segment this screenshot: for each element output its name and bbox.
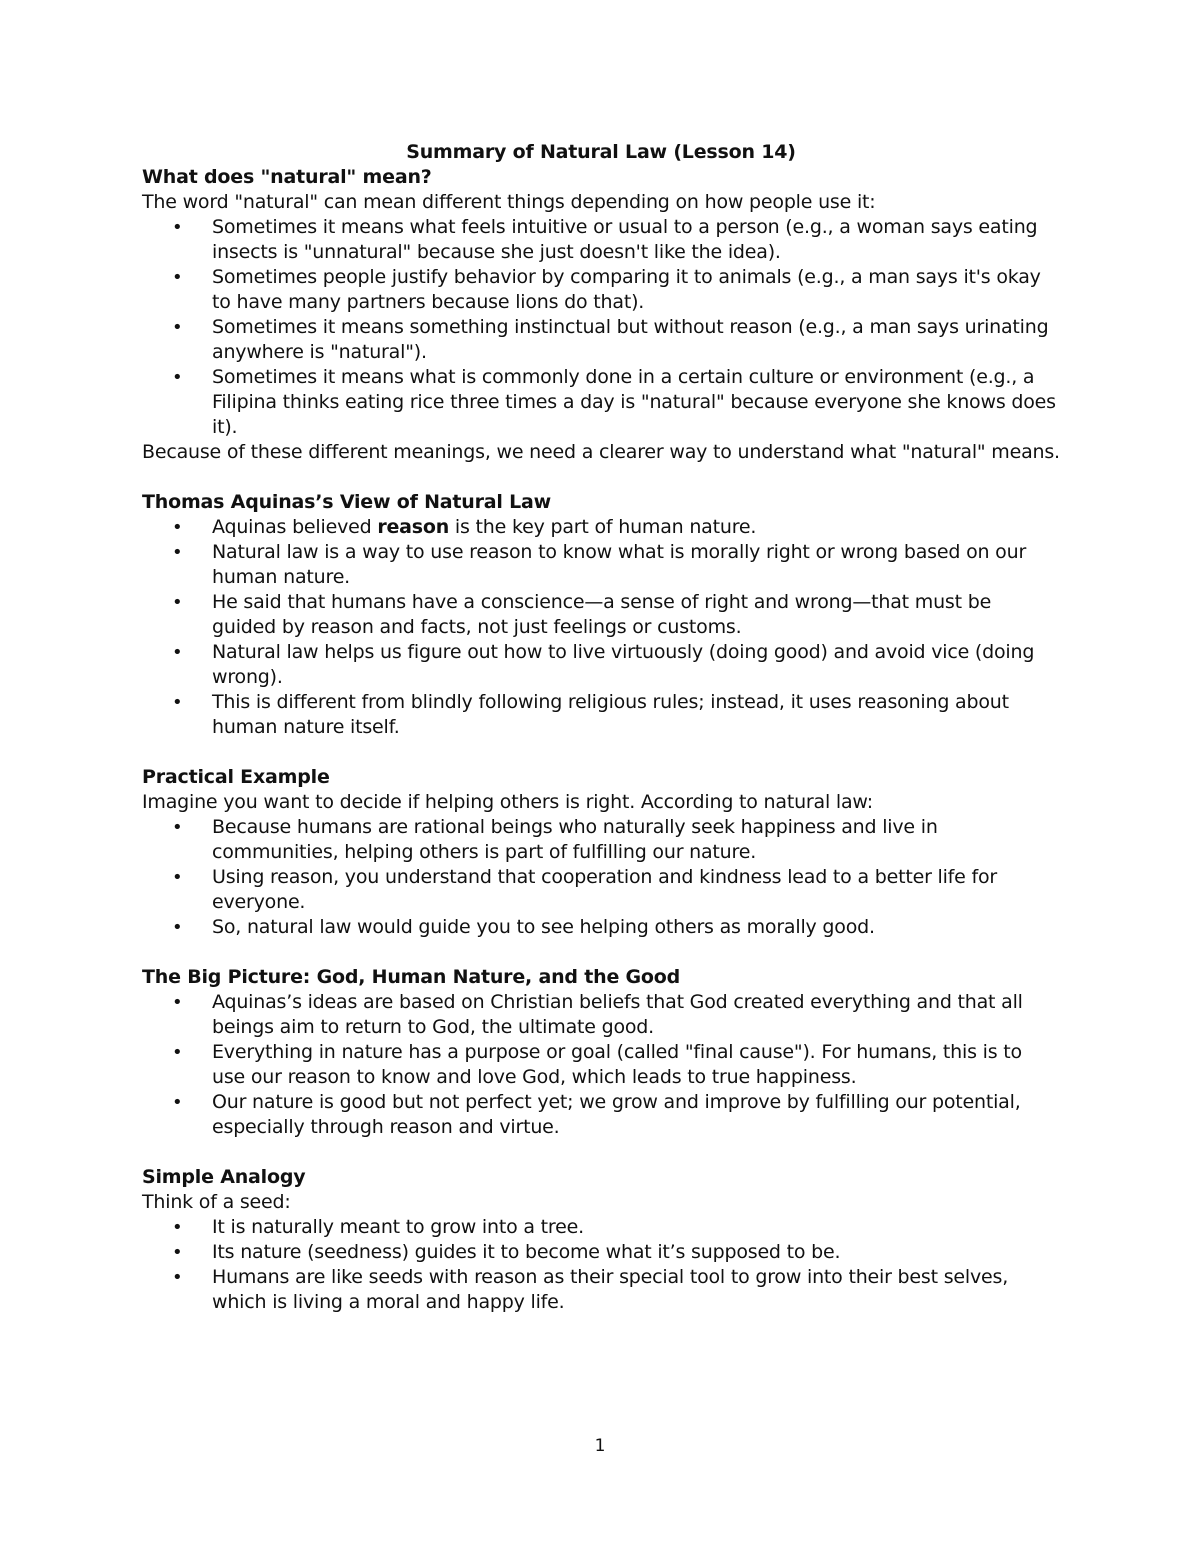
bullet-icon: • xyxy=(172,992,183,1013)
list-item xyxy=(142,540,1060,590)
page-number: 1 xyxy=(594,1436,606,1456)
list-item-text-after: is the key part of human nature. xyxy=(449,516,757,538)
list-item-text: Sometimes it means what is commonly done in a certain culture or environment (e.g., a Filipina thinks eating rice three times a day is "natural" because everyone she knows does it). xyxy=(212,366,1056,438)
list-item-text: Aquinas’s ideas are based on Christian beliefs that God created everything and that all beings aim to return to God, the ultimate good. xyxy=(212,991,1023,1038)
list-item-text: Sometimes people justify behavior by comparing it to animals (e.g., a man says it's okay to have many partners because lions do that). xyxy=(212,266,1041,313)
list-item-text: Sometimes it means something instinctual but without reason (e.g., a man says urinating anywhere is "natural"). xyxy=(212,316,1049,363)
list-item xyxy=(142,815,1060,865)
bullet-list xyxy=(142,990,1060,1140)
bullet-icon: • xyxy=(172,867,183,888)
bullet-icon: • xyxy=(172,1217,183,1238)
list-item xyxy=(142,265,1060,315)
bullet-icon: • xyxy=(172,1242,183,1263)
list-item-text: Its nature (seedness) guides it to become what it’s supposed to be. xyxy=(212,1241,841,1263)
list-item xyxy=(142,990,1060,1040)
list-item-text: Sometimes it means what feels intuitive or usual to a person (e.g., a woman says eating insects is "unnatural" because she just doesn't like the idea). xyxy=(212,216,1038,263)
section-heading: The Big Picture: God, Human Nature, and the Good xyxy=(142,966,681,988)
list-item-text: Using reason, you understand that cooperation and kindness lead to a better life for everyone. xyxy=(212,866,998,913)
section-intro: The word "natural" can mean different things depending on how people use it: xyxy=(142,191,876,213)
list-item xyxy=(142,1265,1060,1315)
page-title: Summary of Natural Law (Lesson 14) xyxy=(406,141,796,163)
list-item-text: So, natural law would guide you to see helping others as morally good. xyxy=(212,916,875,938)
emphasis-reason: reason xyxy=(377,516,450,538)
list-item-text: Natural law is a way to use reason to know what is morally right or wrong based on our human nature. xyxy=(212,541,1027,588)
section-simple-analogy xyxy=(142,1165,1060,1315)
bullet-icon: • xyxy=(172,1042,183,1063)
list-item xyxy=(142,315,1060,365)
bullet-list xyxy=(142,515,1060,740)
bullet-icon: • xyxy=(172,217,183,238)
page-content xyxy=(142,140,1060,1315)
bullet-icon: • xyxy=(172,692,183,713)
list-item xyxy=(142,640,1060,690)
list-item-text: Humans are like seeds with reason as their special tool to grow into their best selves, which is living a moral and happy life. xyxy=(212,1266,1009,1313)
section-natural-meaning xyxy=(142,165,1060,465)
section-heading: Thomas Aquinas’s View of Natural Law xyxy=(142,491,552,513)
section-practical-example xyxy=(142,765,1060,940)
bullet-icon: • xyxy=(172,817,183,838)
list-item xyxy=(142,915,1060,940)
list-item xyxy=(142,690,1060,740)
list-item xyxy=(142,590,1060,640)
list-item xyxy=(142,1215,1060,1240)
bullet-icon: • xyxy=(172,542,183,563)
section-heading: Simple Analogy xyxy=(142,1166,306,1188)
section-heading: Practical Example xyxy=(142,766,330,788)
list-item xyxy=(142,365,1060,440)
bullet-icon: • xyxy=(172,1267,183,1288)
list-item-text: He said that humans have a conscience—a sense of right and wrong—that must be guided by reason and facts, not just feelings or customs. xyxy=(212,591,992,638)
section-intro: Think of a seed: xyxy=(142,1191,291,1213)
bullet-list xyxy=(142,815,1060,940)
bullet-list xyxy=(142,1215,1060,1315)
section-big-picture xyxy=(142,965,1060,1140)
list-item xyxy=(142,1240,1060,1265)
bullet-icon: • xyxy=(172,367,183,388)
bullet-icon: • xyxy=(172,592,183,613)
bullet-icon: • xyxy=(172,267,183,288)
list-item-text-before: Aquinas believed xyxy=(212,516,378,538)
list-item xyxy=(142,215,1060,265)
list-item xyxy=(142,515,1060,540)
bullet-icon: • xyxy=(172,642,183,663)
bullet-icon: • xyxy=(172,317,183,338)
section-intro: Imagine you want to decide if helping others is right. According to natural law: xyxy=(142,791,873,813)
bullet-list xyxy=(142,215,1060,440)
bullet-icon: • xyxy=(172,517,183,538)
list-item xyxy=(142,1090,1060,1140)
list-item-text: Natural law helps us figure out how to live virtuously (doing good) and avoid vice (doing wrong). xyxy=(212,641,1035,688)
list-item xyxy=(142,865,1060,915)
list-item xyxy=(142,1040,1060,1090)
bullet-icon: • xyxy=(172,917,183,938)
list-item-text: Because humans are rational beings who naturally seek happiness and live in communities, helping others is part of fulfilling our nature. xyxy=(212,816,938,863)
list-item-text: Our nature is good but not perfect yet; we grow and improve by fulfilling our potential, especially through reason and virtue. xyxy=(212,1091,1021,1138)
section-aquinas-view xyxy=(142,490,1060,740)
section-heading: What does "natural" mean? xyxy=(142,166,432,188)
section-outro: Because of these different meanings, we need a clearer way to understand what "natural" means. xyxy=(142,441,1060,463)
list-item-text: It is naturally meant to grow into a tree. xyxy=(212,1216,584,1238)
bullet-icon: • xyxy=(172,1092,183,1113)
list-item-text: Everything in nature has a purpose or goal (called "final cause"). For humans, this is to use our reason to know and love God, which leads to true happiness. xyxy=(212,1041,1022,1088)
list-item-text: This is different from blindly following religious rules; instead, it uses reasoning about human nature itself. xyxy=(212,691,1009,738)
